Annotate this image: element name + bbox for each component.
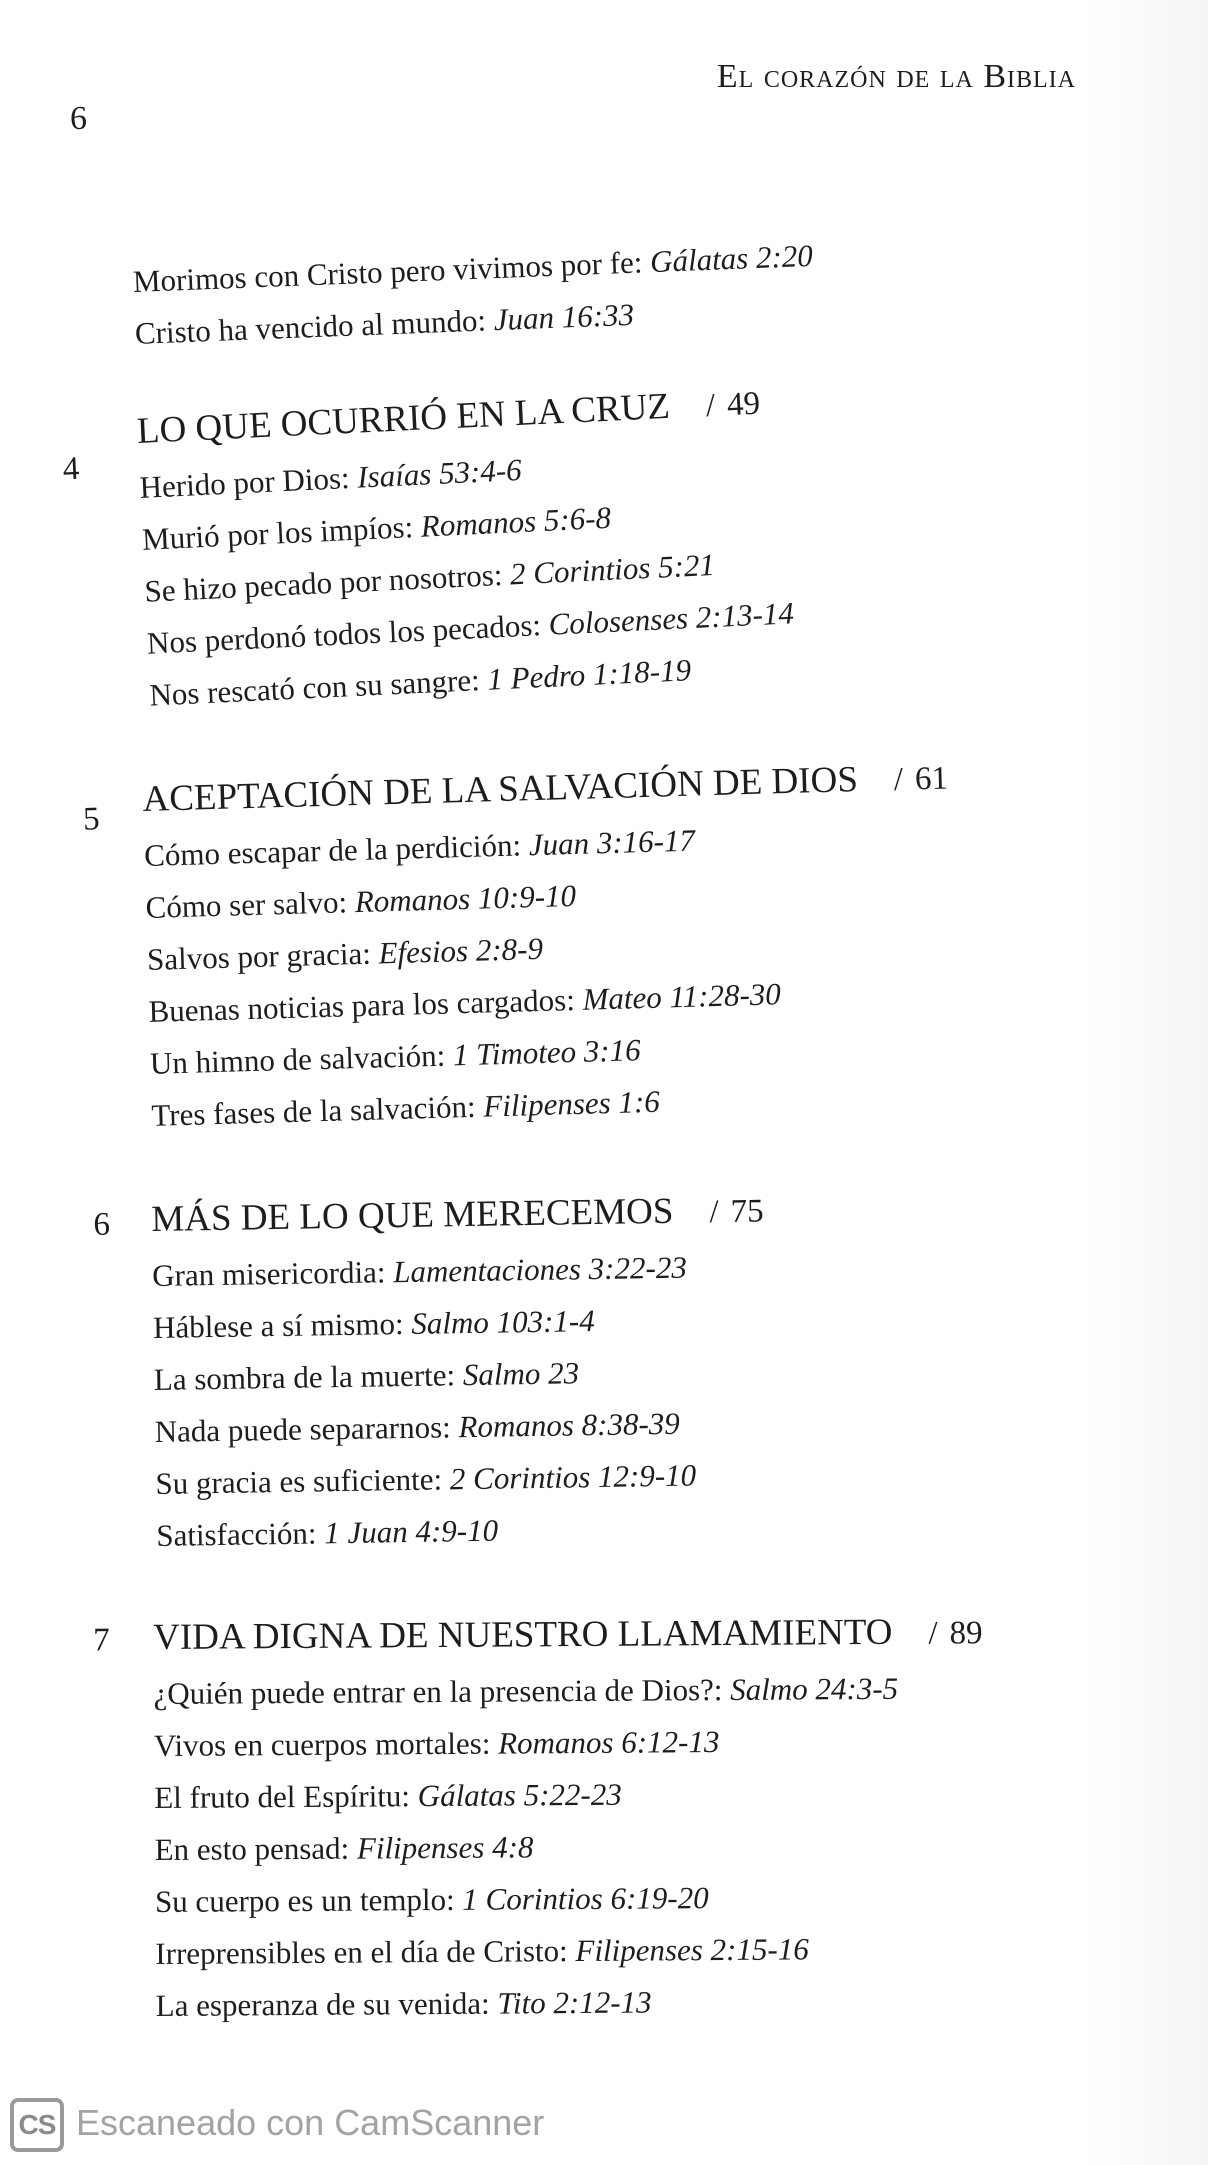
entry-reference: Salmo 103:1-4 xyxy=(411,1303,595,1341)
entry-reference: Efesios 2:8-9 xyxy=(378,930,544,971)
entry-text: Nada puede separarnos: xyxy=(154,1409,459,1449)
toc-entry xyxy=(153,1292,766,1354)
entry-reference: Isaías 53:4-6 xyxy=(356,451,523,495)
chapter-heading xyxy=(153,1610,983,1660)
entry-text: Su gracia es suficiente: xyxy=(155,1461,451,1501)
chapter-6-section xyxy=(93,1188,769,1562)
entry-reference: Filipenses 4:8 xyxy=(356,1829,534,1866)
chapter-title: VIDA DIGNA DE NUESTRO LLAMAMIENTO xyxy=(153,1611,893,1658)
scanner-watermark: Escaneado con CamScanner xyxy=(76,2102,545,2143)
entry-text: Vivos en cuerpos mortales: xyxy=(153,1725,499,1763)
entry-reference: Tito 2:12-13 xyxy=(497,1984,652,2021)
entry-reference: 1 Pedro 1:18-19 xyxy=(486,652,692,697)
entry-reference: Romanos 8:38-39 xyxy=(458,1405,681,1445)
entry-reference: Gálatas 2:20 xyxy=(649,237,814,280)
entry-text: En esto pensad: xyxy=(154,1830,358,1867)
entry-text: ¿Quién puede entrar en la presencia de Dios?: xyxy=(153,1671,731,1711)
entry-reference: Salmo 23 xyxy=(462,1355,580,1393)
entry-text: Salvos por gracia: xyxy=(146,935,380,977)
entry-reference: 2 Corintios 5:21 xyxy=(509,546,716,592)
separator-slash: / xyxy=(709,1194,719,1231)
entry-text: Murió por los impíos: xyxy=(141,508,422,557)
separator-slash: / xyxy=(893,761,904,799)
entry-reference: 1 Timoteo 3:16 xyxy=(452,1032,642,1073)
chapter-number: 4 xyxy=(61,450,81,488)
entry-text: Herido por Dios: xyxy=(138,459,359,505)
entry-reference: Juan 3:16-17 xyxy=(528,822,696,863)
entry-text: Tres fases de la salvación: xyxy=(150,1088,484,1133)
entry-text: Morimos con Cristo pero vivimos por fe: xyxy=(132,244,651,299)
entry-text: Buenas noticias para los cargados: xyxy=(148,981,584,1029)
entry-text: Un himno de salvación: xyxy=(149,1037,454,1081)
chapter-7-section xyxy=(93,1610,985,2032)
toc-entry xyxy=(155,1922,985,1980)
page-number: 6 xyxy=(70,100,87,137)
chapter-4-section xyxy=(61,379,797,721)
chapter-page: 89 xyxy=(949,1615,983,1652)
toc-entry xyxy=(155,1448,768,1510)
entry-text: El fruto del Espíritu: xyxy=(154,1778,418,1815)
running-title: El corazón de la Biblia xyxy=(716,58,1076,95)
toc-entry xyxy=(154,1396,767,1458)
entry-reference: Filipenses 2:15-16 xyxy=(575,1931,809,1969)
entry-reference: Filipenses 1:6 xyxy=(482,1083,661,1124)
toc-entry xyxy=(154,1818,984,1876)
toc-entry xyxy=(154,1714,984,1772)
entry-text: Háblese a sí mismo: xyxy=(152,1305,412,1345)
entry-text: Cristo ha vencido al mundo: xyxy=(134,302,495,351)
toc-entry xyxy=(156,1974,986,2032)
separator-slash: / xyxy=(705,387,716,425)
chapter-page: 49 xyxy=(726,385,761,424)
entry-text: Gran misericordia: xyxy=(151,1254,394,1293)
chapter-title: ACEPTACIÓN DE LA SALVACIÓN DE DIOS xyxy=(142,759,859,820)
toc-entry xyxy=(154,1766,984,1824)
entry-reference: Salmo 24:3-5 xyxy=(730,1670,899,1707)
toc-entry xyxy=(152,1240,765,1302)
entry-reference: Mateo 11:28-30 xyxy=(582,976,782,1017)
toc-entry xyxy=(156,1500,769,1562)
camscanner-logo-icon: CS xyxy=(10,2098,64,2152)
entry-text: La sombra de la muerte: xyxy=(153,1357,464,1397)
separator-slash: / xyxy=(928,1615,938,1652)
entry-reference: Gálatas 5:22-23 xyxy=(417,1776,622,1814)
entry-reference: Romanos 10:9-10 xyxy=(354,877,577,920)
chapter-title: MÁS DE LO QUE MERECEMOS xyxy=(151,1190,674,1240)
chapter-page: 61 xyxy=(914,760,949,798)
entry-text: Cómo ser salvo: xyxy=(145,884,356,925)
chapter-number: 7 xyxy=(93,1622,110,1659)
entry-text: Satisfacción: xyxy=(156,1515,325,1553)
entry-reference: Colosenses 2:13-14 xyxy=(547,595,795,642)
entry-text: Su cuerpo es un templo: xyxy=(154,1881,463,1919)
entry-text: Se hizo pecado por nosotros: xyxy=(143,556,511,609)
entry-reference: Lamentaciones 3:22-23 xyxy=(392,1249,688,1290)
chapter-page: 75 xyxy=(730,1193,764,1230)
toc-entry xyxy=(155,1870,985,1928)
chapter-number: 5 xyxy=(82,801,101,838)
entry-reference: 1 Juan 4:9-10 xyxy=(323,1512,499,1551)
chapter-title: LO QUE OCURRIÓ EN LA CRUZ xyxy=(136,385,671,452)
entry-reference: Juan 16:33 xyxy=(493,296,635,338)
entry-text: Cómo escapar de la perdición: xyxy=(143,827,530,873)
toc-entry xyxy=(153,1662,983,1720)
toc-entry xyxy=(153,1344,766,1406)
page-edge-shade xyxy=(1088,0,1208,2165)
entry-reference: Romanos 5:6-8 xyxy=(419,499,612,544)
continued-entries xyxy=(132,230,816,360)
entry-text: La esperanza de su venida: xyxy=(155,1985,498,2023)
entry-reference: 2 Corintios 12:9-10 xyxy=(449,1457,697,1497)
chapter-number: 6 xyxy=(93,1206,111,1243)
chapter-heading xyxy=(151,1188,764,1242)
entry-text: Nos rescató con su sangre: xyxy=(148,661,489,713)
chapter-5-section xyxy=(82,756,958,1142)
entry-reference: 1 Corintios 6:19-20 xyxy=(462,1880,709,1917)
entry-text: Nos perdonó todos los pecados: xyxy=(146,606,550,661)
entry-text: Irreprensibles en el día de Cristo: xyxy=(155,1933,576,1971)
entry-reference: Romanos 6:12-13 xyxy=(498,1724,720,1761)
